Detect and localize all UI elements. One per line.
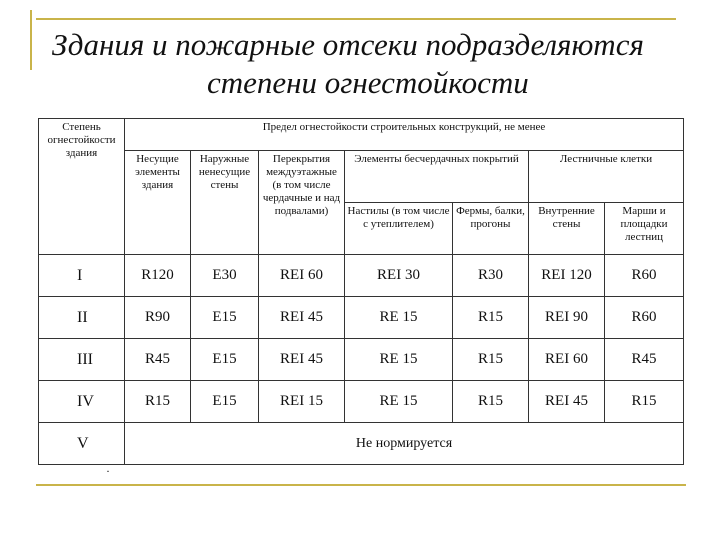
- slide-title: [52, 26, 720, 102]
- header-flights: Марши и площадки лестниц: [605, 203, 684, 255]
- value-cell: REI 30: [345, 255, 453, 297]
- value-cell: E15: [191, 297, 259, 339]
- decorative-bottom-line: [36, 484, 686, 486]
- decorative-top-line: [36, 18, 676, 20]
- header-floors: Перекрытия междуэтажные (в том числе чердачные и над подвалами): [259, 151, 345, 255]
- value-cell: R45: [605, 339, 684, 381]
- header-limit: Предел огнестойкости строительных конструкций, не менее: [125, 119, 684, 151]
- header-inner-walls: Внутренние стены: [529, 203, 605, 255]
- fire-resistance-table: [38, 118, 683, 464]
- value-cell: REI 90: [529, 297, 605, 339]
- value-cell: R15: [605, 381, 684, 423]
- value-cell: R45: [125, 339, 191, 381]
- value-cell: REI 120: [529, 255, 605, 297]
- table-row: [39, 297, 684, 339]
- header-roofless: Элементы бесчердачных покрытий: [345, 151, 529, 203]
- value-cell: E15: [191, 339, 259, 381]
- value-cell: REI 45: [259, 297, 345, 339]
- value-cell: R60: [605, 297, 684, 339]
- value-cell: R120: [125, 255, 191, 297]
- degree-cell: V: [39, 423, 125, 465]
- title-line-1: Здания и пожарные отсеки подразделяются: [52, 27, 644, 62]
- value-cell: REI 60: [529, 339, 605, 381]
- value-cell: R15: [453, 381, 529, 423]
- value-cell: E30: [191, 255, 259, 297]
- table-row: [39, 423, 684, 465]
- decorative-left-line: [30, 10, 32, 70]
- value-cell: E15: [191, 381, 259, 423]
- value-cell: REI 45: [259, 339, 345, 381]
- value-cell: R60: [605, 255, 684, 297]
- header-bearing: Несущие элементы здания: [125, 151, 191, 255]
- header-trusses: Фермы, балки, прогоны: [453, 203, 529, 255]
- degree-cell: IV: [39, 381, 125, 423]
- not-regulated-cell: Не нормируется: [125, 423, 684, 465]
- stray-dot: ·: [106, 464, 110, 478]
- value-cell: RE 15: [345, 339, 453, 381]
- value-cell: REI 15: [259, 381, 345, 423]
- value-cell: REI 60: [259, 255, 345, 297]
- header-decking: Настилы (в том числе с утеплителем): [345, 203, 453, 255]
- header-degree: Степень огнестойкости здания: [39, 119, 125, 255]
- value-cell: R15: [453, 297, 529, 339]
- value-cell: R90: [125, 297, 191, 339]
- degree-cell: III: [39, 339, 125, 381]
- table-row: [39, 255, 684, 297]
- value-cell: RE 15: [345, 381, 453, 423]
- value-cell: R15: [453, 339, 529, 381]
- value-cell: R15: [125, 381, 191, 423]
- table-row: [39, 339, 684, 381]
- value-cell: R30: [453, 255, 529, 297]
- table-row: [39, 381, 684, 423]
- degree-cell: II: [39, 297, 125, 339]
- header-stairs: Лестничные клетки: [529, 151, 684, 203]
- title-line-2: степени огнестойкости: [207, 65, 529, 100]
- value-cell: REI 45: [529, 381, 605, 423]
- value-cell: RE 15: [345, 297, 453, 339]
- degree-cell: I: [39, 255, 125, 297]
- header-outer-walls: Наружные ненесущие стены: [191, 151, 259, 255]
